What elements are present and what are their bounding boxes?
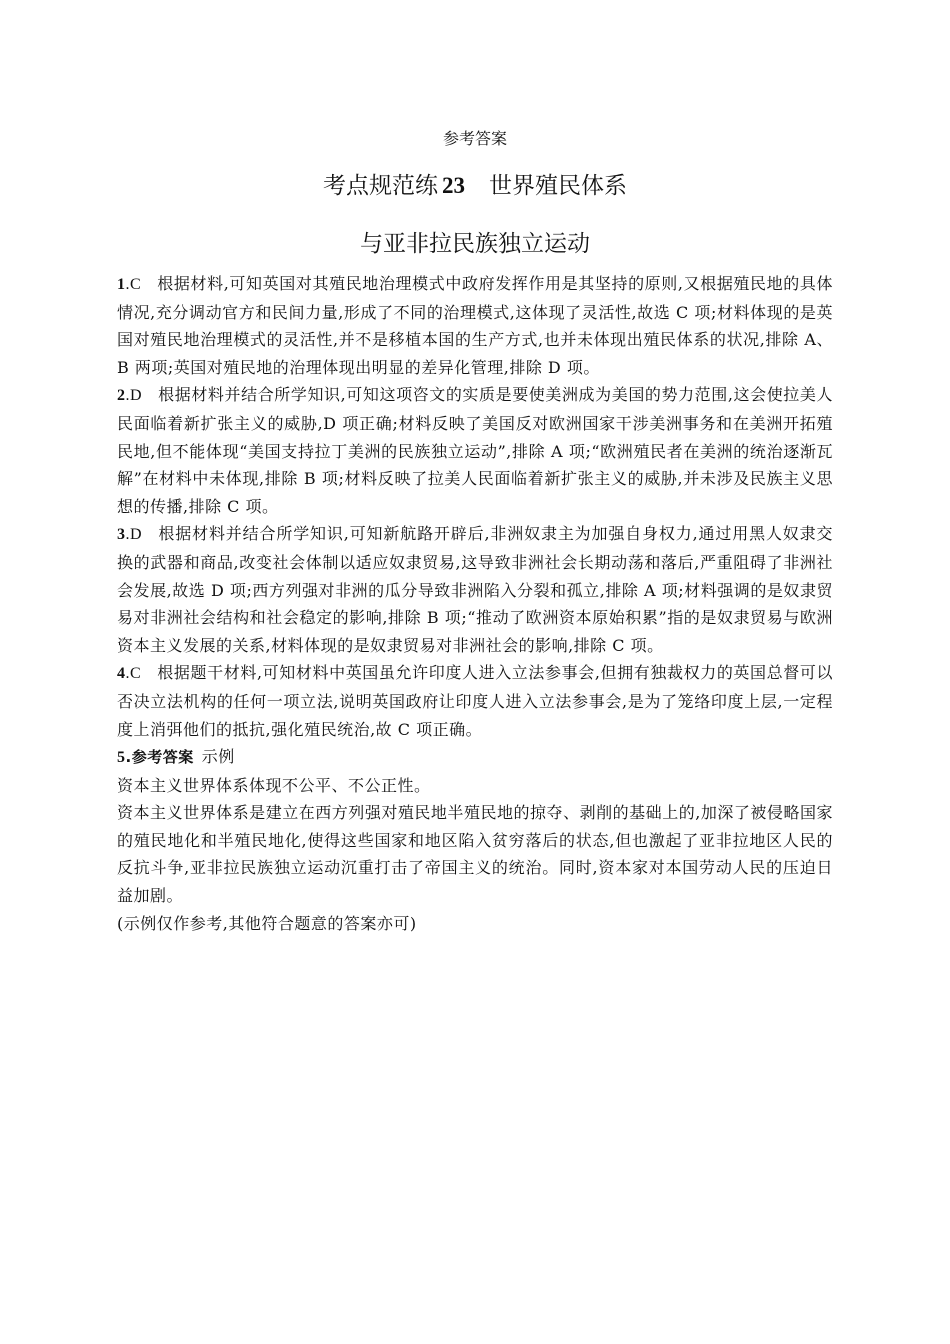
title-number: 23 — [442, 173, 465, 198]
page-title — [117, 170, 833, 202]
example-label: 示例 — [201, 747, 235, 767]
question-number: 2 — [117, 387, 126, 405]
answer-item-4 — [117, 659, 833, 743]
question-answer: .D — [125, 387, 143, 405]
answer-explanation: 根据材料,可知英国对其殖民地治理模式中政府发挥作用是其坚持的原则,又根据殖民地的具体情况,充分调动官方和民间力量,形成了不同的治理模式,这体现了灵活性,故选 C 项;材料体现的是英国对殖民地治理模式的灵活性,并不是移植本国的生产方式,也并未体现出殖民体系的状况,排除 A、B 两项;英国对殖民地的治理体现出明显的差异化管理,排除 D 项。 — [117, 274, 833, 377]
answer-5-paragraph-1: 资本主义世界体系体现不公平、不公正性。 — [117, 775, 431, 795]
question-number: 3 — [117, 526, 126, 544]
answer-item-2 — [117, 381, 833, 520]
title-prefix: 考点规范练 — [323, 173, 438, 199]
answer-item-1 — [117, 270, 833, 381]
answer-item-3 — [117, 520, 833, 659]
answer-content — [117, 270, 833, 937]
reference-answer-label: .参考答案 — [125, 748, 194, 767]
question-answer: .C — [125, 665, 142, 683]
answer-item-5-heading — [117, 743, 833, 772]
question-number: 1 — [117, 276, 126, 293]
answer-5-paragraph-2: 资本主义世界体系是建立在西方列强对殖民地半殖民地的掠夺、剥削的基础上的,加深了被侵略国家的殖民地化和半殖民地化,使得这些国家和地区陷入贫穷落后的状态,但也激起了亚非拉地区人民的反抗斗争,亚非拉民族独立运动沉重打击了帝国主义的统治。同时,资本家对本国劳动人民的压迫日益加剧。 — [117, 803, 833, 906]
question-number: 5 — [117, 749, 126, 767]
title-main: 世界殖民体系 — [489, 173, 627, 199]
question-answer: .D — [125, 526, 143, 544]
answer-explanation: 根据材料并结合所学知识,可知这项咨文的实质是要使美洲成为美国的势力范围,这会使拉美人民面临着新扩张主义的威胁,D 项正确;材料反映了美国反对欧洲国家干涉美洲事务和在美洲开拓殖民地,但不能体现“美国支持拉丁美洲的民族独立运动”,排除 A 项;“欧洲殖民者在美洲的统治逐渐瓦解”在材料中未体现,排除 B 项;材料反映了拉美人民面临着新扩张主义的威胁,并未涉及民族主义思想的传播,排除 C 项。 — [117, 385, 833, 516]
answer-5-note: (示例仅作参考,其他符合题意的答案亦可) — [117, 913, 417, 933]
question-number: 4 — [117, 665, 126, 683]
page-title-line2: 与亚非拉民族独立运动 — [360, 231, 590, 257]
question-answer: .C — [125, 276, 142, 293]
answer-explanation: 根据题干材料,可知材料中英国虽允许印度人进入立法参事会,但拥有独裁权力的英国总督可以否决立法机构的任何一项立法,说明英国政府让印度人进入立法参事会,是为了笼络印度上层,一定程度上消弭他们的抵抗,强化殖民统治,故 C 项正确。 — [117, 663, 833, 739]
answer-explanation: 根据材料并结合所学知识,可知新航路开辟后,非洲奴隶主为加强自身权力,通过用黑人奴隶交换的武器和商品,改变社会体制以适应奴隶贸易,这导致非洲社会长期动荡和落后,严重阻碍了非洲社会发展,故选 D 项;西方列强对非洲的瓜分导致非洲陷入分裂和孤立,排除 A 项;材料强调的是奴隶贸易对非洲社会结构和社会稳定的影响,排除 B 项;“推动了欧洲资本原始积累”指的是奴隶贸易与欧洲资本主义发展的关系,材料体现的是奴隶贸易对非洲社会的影响,排除 C 项。 — [117, 524, 833, 655]
header-label: 参考答案 — [442, 129, 507, 148]
